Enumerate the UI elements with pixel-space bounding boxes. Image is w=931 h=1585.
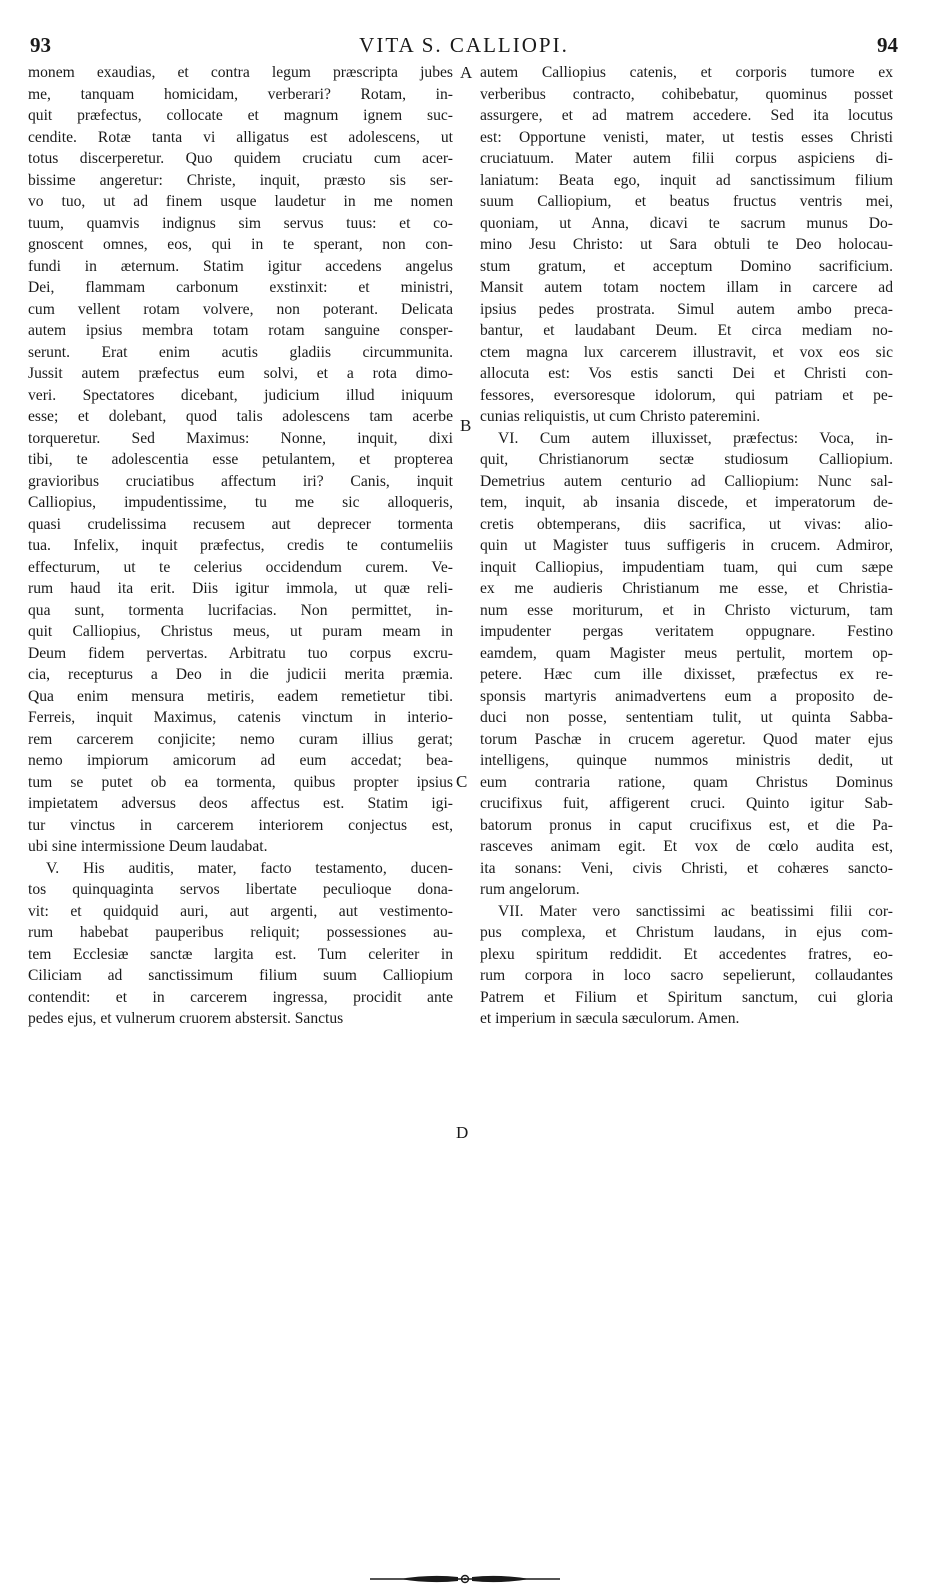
page-number-left: 93 <box>30 33 51 57</box>
text-line: mino Jesu Christo: ut Sara obtuli te Deo holocau- <box>480 236 893 253</box>
text-line: tua. Infelix, inquit præfectus, credis te contumeliis <box>28 537 453 554</box>
text-line: num esse moriturum, et in Christo victurum, tam <box>480 601 893 619</box>
text-line: Calliopius, impudentissime, tu me sic alloqueris, <box>28 494 453 511</box>
text-line: tibi, te adolescentia esse petulantem, et propterea <box>28 451 453 468</box>
text-line: autem Calliopius catenis, et corporis tumore ex <box>480 64 893 81</box>
text-line: nemo impiorum amicorum ad eum accedat; bea- <box>28 752 453 769</box>
section-marker-a: A <box>460 63 473 82</box>
text-line: totus discerperetur. Quo quidem cruciatu cum acer- <box>28 150 453 167</box>
text-line: Patrem et Filium et Spiritum sanctum, cui gloria <box>480 988 893 1006</box>
text-line: stum gratum, et acceptum Domino sacrificium. <box>480 257 893 275</box>
text-line: vo tuo, ut ad finem usque laudetur in me nomen <box>28 193 453 210</box>
text-line: pedes ejus, et vulnerum cruorem abstersit. Sanctus <box>28 1010 344 1027</box>
text-line: cia, recepturus a Deo in die judicii merita præmia. <box>28 666 453 683</box>
text-line: torum Paschæ in crucem ageretur. Quod mater ejus <box>480 730 893 748</box>
right-text-column <box>480 62 893 1030</box>
text-line: cendite. Rotæ tanta vi alligatus est adolescens, ut <box>28 128 453 146</box>
text-line: tuum, quamvis indignus sim servus tuus: et co- <box>28 214 453 232</box>
text-line: impietatem adversus deos affectus est. Statim igi- <box>28 795 453 812</box>
text-line: serunt. Erat enim acutis gladiis circummunita. <box>28 343 453 361</box>
text-line: allocuta est: Vos estis sancti Dei et Christi con- <box>480 365 893 382</box>
text-line: pus complexa, et Christum laudans, in ejus com- <box>480 924 893 941</box>
text-line: impudenter pergas veritatem oppugnare. Festino <box>480 623 893 640</box>
text-line: cruciatuum. Mater autem filii corpus aspiciens di- <box>480 150 893 167</box>
text-line: quit Calliopius, Christus meus, ut puram meam in <box>28 623 453 640</box>
text-line: rasceves animam egit. Et vox de cœlo audita est, <box>480 838 893 855</box>
text-line: VI. Cum autem illuxisset, præfectus: Voca, in- <box>498 429 893 447</box>
text-line: Qua enim mensura metiris, eadem remetietur tibi. <box>28 687 453 705</box>
text-line: cunias reliquistis, ut cum Christo pateremini. <box>480 408 761 425</box>
text-line: crucifixus fuit, affigerent cruci. Quinto igitur Sab- <box>480 795 893 812</box>
text-line: me, tanquam homicidam, verberari? Rotam, in- <box>28 85 453 103</box>
text-line: inquit Calliopius, impudentiam tuam, qui cum sæpe <box>480 558 893 576</box>
text-line: laniatum: Beata ego, inquit ad sanctissimum filium <box>480 171 893 189</box>
text-line: petere. Hæc cum ille dixisset, præfectus ex re- <box>480 666 893 683</box>
end-ornament <box>370 1573 560 1585</box>
text-line: ita sonans: Veni, civis Christi, et cohæres sancto- <box>480 859 893 877</box>
text-line: contendit: et in carcerem ingressa, procidit ante <box>28 988 453 1006</box>
text-line: cretis obtemperans, diis sacrifica, ut vivas: alio- <box>480 515 893 533</box>
text-line: fessores, eversoresque idolorum, qui patriam et pe- <box>480 386 893 404</box>
text-line: est: Opportune venisti, mater, ut testis esses Christi <box>480 128 893 146</box>
text-line: bantur, et laudabant Deum. Et circa mediam no- <box>480 322 893 339</box>
text-line: V. His auditis, mater, facto testamento, ducen- <box>46 859 453 877</box>
text-line: rum haud ita erit. Diis igitur immola, ut quæ reli- <box>28 580 453 597</box>
text-line: tur vinctus in carcerem interiorem conjectus est, <box>28 816 453 834</box>
text-line: rem carcerem conjicite; nemo curam illius gerat; <box>28 730 453 748</box>
text-line: tos quinquaginta servos libertate peculioque dona- <box>28 881 453 898</box>
text-line: tem Ecclesiæ sanctæ largita est. Tum celeriter in <box>28 945 453 963</box>
text-line: rum habebat pauperibus reliquit; possessiones au- <box>28 924 453 941</box>
text-line: bissime angeretur: Christe, inquit, præsto sis ser- <box>28 171 453 189</box>
text-line: veri. Spectatores dicebant, judicium illud iniquum <box>28 386 453 404</box>
text-line: quoniam, ut Anna, dicavi te sacrum munus Do- <box>480 214 893 232</box>
text-line: fundi in æternum. Statim igitur accedens angelus <box>28 257 453 275</box>
text-line: effecturum, ut te celerius occidendum curem. Ve- <box>28 558 453 576</box>
text-line: quit, Christianorum sectæ studiosum Calliopium. <box>480 451 893 468</box>
text-line: tem, inquit, ab insania discede, et imperatorum de- <box>480 494 893 511</box>
text-line: intelligens, quinque nummos ministris dedit, ut <box>480 752 893 769</box>
text-line: esse; et dolebant, quod talis adolescens tam acerbe <box>28 408 453 425</box>
text-line: ubi sine intermissione Deum laudabat. <box>28 838 268 855</box>
text-line: Ferreis, inquit Maximus, catenis vinctum in interio- <box>28 709 453 726</box>
page-number-right: 94 <box>877 33 898 57</box>
text-line: Mansit autem totam noctem illam in carcere ad <box>480 279 893 296</box>
text-line: suum Calliopium, et beatus fructus ventris mei, <box>480 193 893 210</box>
text-line: autem ipsius membra totam rotam sanguine consper- <box>28 322 453 339</box>
section-marker-b: B <box>460 416 472 435</box>
text-line: Dei, flammam carbonum exstinxit: et ministri, <box>28 279 453 296</box>
text-line: eum contraria ratione, quam Christus Dominus <box>480 773 893 791</box>
text-line: vit: et quidquid auri, aut argenti, aut vestimento- <box>28 902 453 920</box>
text-line: ipsius pedes prostrata. Simul autem ambo preca- <box>480 300 893 318</box>
text-line: batorum pronus in caput crucifixus est, et die Pa- <box>480 816 893 834</box>
page-header <box>30 33 898 59</box>
text-line: cum vellent rotam volvere, non poterant. Delicata <box>28 300 453 318</box>
text-line: duci non posse, sententiam tulit, ut quinta Sabba- <box>480 709 893 726</box>
left-text-column <box>28 62 453 1030</box>
text-line: gnoscent omnes, eos, qui in te sperant, non con- <box>28 236 453 253</box>
text-line: assurgere, et ad matrem accedere. Sed ita locutus <box>480 107 893 124</box>
text-line: Ciliciam ad sanctissimum filium suum Calliopium <box>28 967 453 984</box>
text-line: gravioribus cruciatibus affectum iri? Canis, inquit <box>28 472 453 490</box>
text-line: Jussit autem præfectus eum solvi, et a rota dimo- <box>28 365 453 382</box>
text-line: eamdem, quam Magister meus pertulit, mortem op- <box>480 644 893 662</box>
text-line: ctem magna lux carcerem illustravit, et vox eos sic <box>480 343 893 361</box>
text-line: rum angelorum. <box>480 881 580 898</box>
text-line: tum se putet ob ea tormenta, quibus propter ipsius <box>28 773 453 791</box>
text-line: Demetrius autem centurio ad Calliopium: Nunc sal- <box>480 472 893 490</box>
text-line: torqueretur. Sed Maximus: Nonne, inquit, dixi <box>28 429 453 447</box>
text-line: quin ut Magister tuus suffigeris in crucem. Admiror, <box>480 537 893 554</box>
section-marker-d: D <box>456 1123 469 1142</box>
text-line: quasi crudelissima recusem aut deprecer tormenta <box>28 515 453 533</box>
text-line: VII. Mater vero sanctissimi ac beatissimi filii cor- <box>498 902 893 920</box>
text-line: Deum fidem pervertas. Arbitratu tuo corpus excru- <box>28 644 453 662</box>
text-line: qua sunt, tormenta lucrifacias. Non permittet, in- <box>28 601 453 619</box>
text-line: rum corpora in loco sacro sepelierunt, collaudantes <box>480 967 893 984</box>
running-title: VITA S. CALLIOPI. <box>359 33 569 57</box>
text-line: et imperium in sæcula sæculorum. Amen. <box>480 1010 740 1027</box>
text-line: sponsis martyris animadvertens eum a proposito de- <box>480 687 893 705</box>
text-line: ex me audieris Christianum me esse, et Christia- <box>480 580 893 597</box>
text-line: plexu spiritum reddidit. Et accedentes fratres, eo- <box>480 945 893 963</box>
text-line: quit præfectus, collocate et magnum ignem suc- <box>28 107 453 124</box>
text-line: verberibus contracto, cohibebatur, quominus posset <box>480 85 893 103</box>
text-line: monem exaudias, et contra legum præscripta jubes <box>28 64 453 81</box>
section-marker-c: C <box>456 772 468 791</box>
